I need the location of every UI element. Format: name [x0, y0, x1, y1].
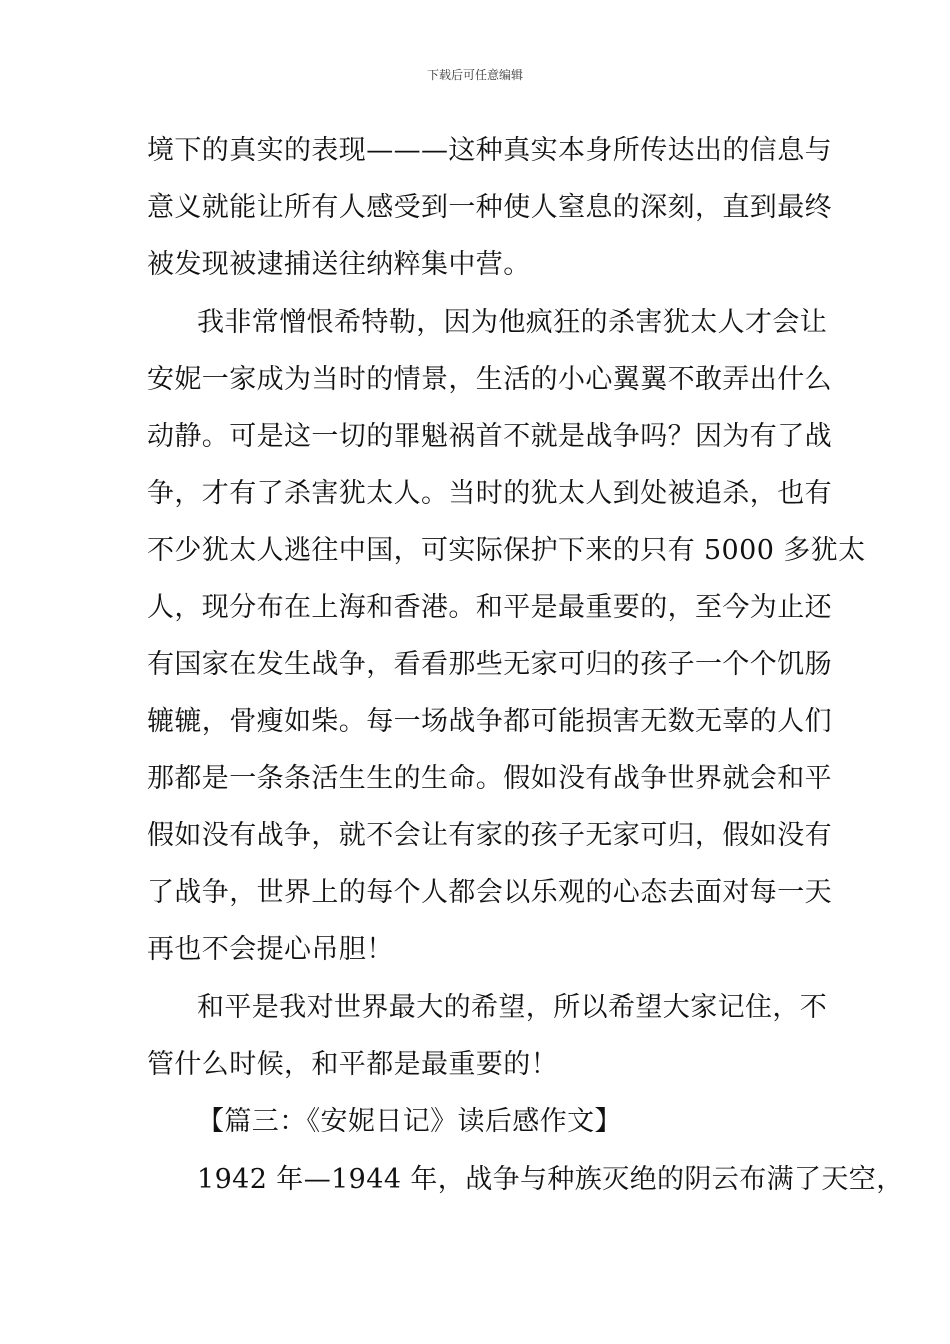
body-line: 那都是一条条活生生的生命。假如没有战争世界就会和平: [147, 763, 832, 794]
body-line: 辘辘，骨瘦如柴。每一场战争都可能损害无数无辜的人们: [147, 706, 832, 737]
body-line: 不少犹太人逃往中国，可实际保护下来的只有 5000 多犹太: [147, 535, 866, 566]
header-note: 下载后可任意编辑: [426, 68, 523, 82]
body-line: 意义就能让所有人感受到一种使人窒息的深刻，直到最终: [147, 192, 832, 223]
body-line: 再也不会提心吊胆！: [147, 934, 394, 965]
body-line: 管什么时候，和平都是最重要的！: [147, 1049, 558, 1080]
paragraph-start-line: 1942 年—1944 年，战争与种族灭绝的阴云布满了天空，: [197, 1164, 904, 1195]
body-line: 人，现分布在上海和香港。和平是最重要的，至今为止还: [147, 592, 832, 623]
body-line: 被发现被逮捕送往纳粹集中营。: [147, 249, 531, 280]
body-line: 了战争，世界上的每个人都会以乐观的心态去面对每一天: [147, 877, 832, 908]
body-line: 动静。可是这一切的罪魁祸首不就是战争吗？因为有了战: [147, 421, 832, 452]
body-line: 有国家在发生战争，看看那些无家可归的孩子一个个饥肠: [147, 649, 832, 680]
body-line: 境下的真实的表现———这种真实本身所传达出的信息与: [147, 135, 832, 166]
section-heading: 【篇三：《安妮日记》读后感作文】: [197, 1106, 622, 1137]
body-line: 安妮一家成为当时的情景，生活的小心翼翼不敢弄出什么: [147, 364, 832, 395]
body-line: 假如没有战争，就不会让有家的孩子无家可归，假如没有: [147, 820, 832, 851]
paragraph-start-line: 我非常憎恨希特勒，因为他疯狂的杀害犹太人才会让: [197, 307, 828, 338]
paragraph-start-line: 和平是我对世界最大的希望，所以希望大家记住，不: [197, 992, 828, 1023]
body-line: 争，才有了杀害犹太人。当时的犹太人到处被追杀，也有: [147, 478, 832, 509]
